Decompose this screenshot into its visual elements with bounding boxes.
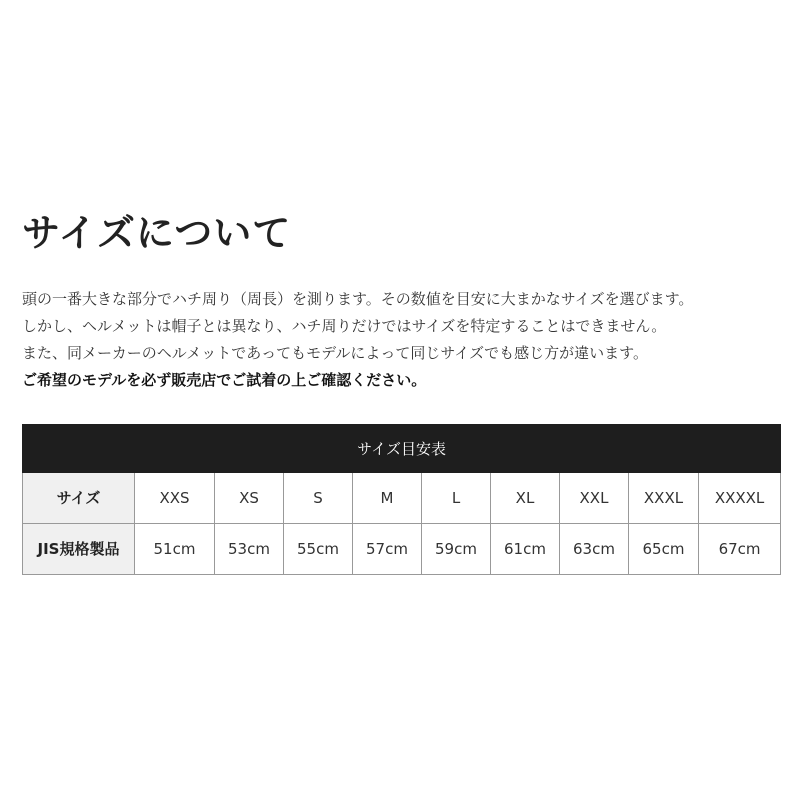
description-line-4-emphasis: ご希望のモデルを必ず販売店でご試着の上ご確認ください。 (22, 370, 427, 389)
size-cell-l: L (422, 472, 491, 523)
jis-cell-xs: 53cm (215, 523, 284, 574)
table-row-jis-measurements (23, 523, 781, 574)
description-line-1: 頭の一番大きな部分でハチ周り（周長）を測ります。その数値を目安に大まかなサイズを選びます。 (22, 289, 694, 308)
size-guide-table (22, 424, 781, 575)
jis-cell-xxxl: 65cm (629, 523, 699, 574)
size-cell-xs: XS (215, 472, 284, 523)
size-cell-m: M (353, 472, 422, 523)
table-caption-row (23, 424, 781, 472)
table-caption: サイズ目安表 (23, 424, 781, 472)
jis-cell-m: 57cm (353, 523, 422, 574)
size-cell-xl: XL (491, 472, 560, 523)
row-header-jis: JIS規格製品 (23, 523, 135, 574)
page-title: サイズについて (22, 211, 292, 255)
size-cell-s: S (284, 472, 353, 523)
size-cell-xxxxl: XXXXL (699, 472, 781, 523)
description-line-3: また、同メーカーのヘルメットであってもモデルによって同じサイズでも感じ方が違います。 (22, 343, 648, 362)
jis-cell-xxl: 63cm (560, 523, 629, 574)
jis-cell-xxxxl: 67cm (699, 523, 781, 574)
size-description (22, 286, 778, 394)
jis-cell-l: 59cm (422, 523, 491, 574)
jis-cell-s: 55cm (284, 523, 353, 574)
jis-cell-xxs: 51cm (135, 523, 215, 574)
size-cell-xxl: XXL (560, 472, 629, 523)
size-cell-xxxl: XXXL (629, 472, 699, 523)
table-row-sizes (23, 472, 781, 523)
row-header-size: サイズ (23, 472, 135, 523)
size-cell-xxs: XXS (135, 472, 215, 523)
jis-cell-xl: 61cm (491, 523, 560, 574)
description-line-2: しかし、ヘルメットは帽子とは異なり、ハチ周りだけではサイズを特定することはできません。 (22, 316, 667, 335)
